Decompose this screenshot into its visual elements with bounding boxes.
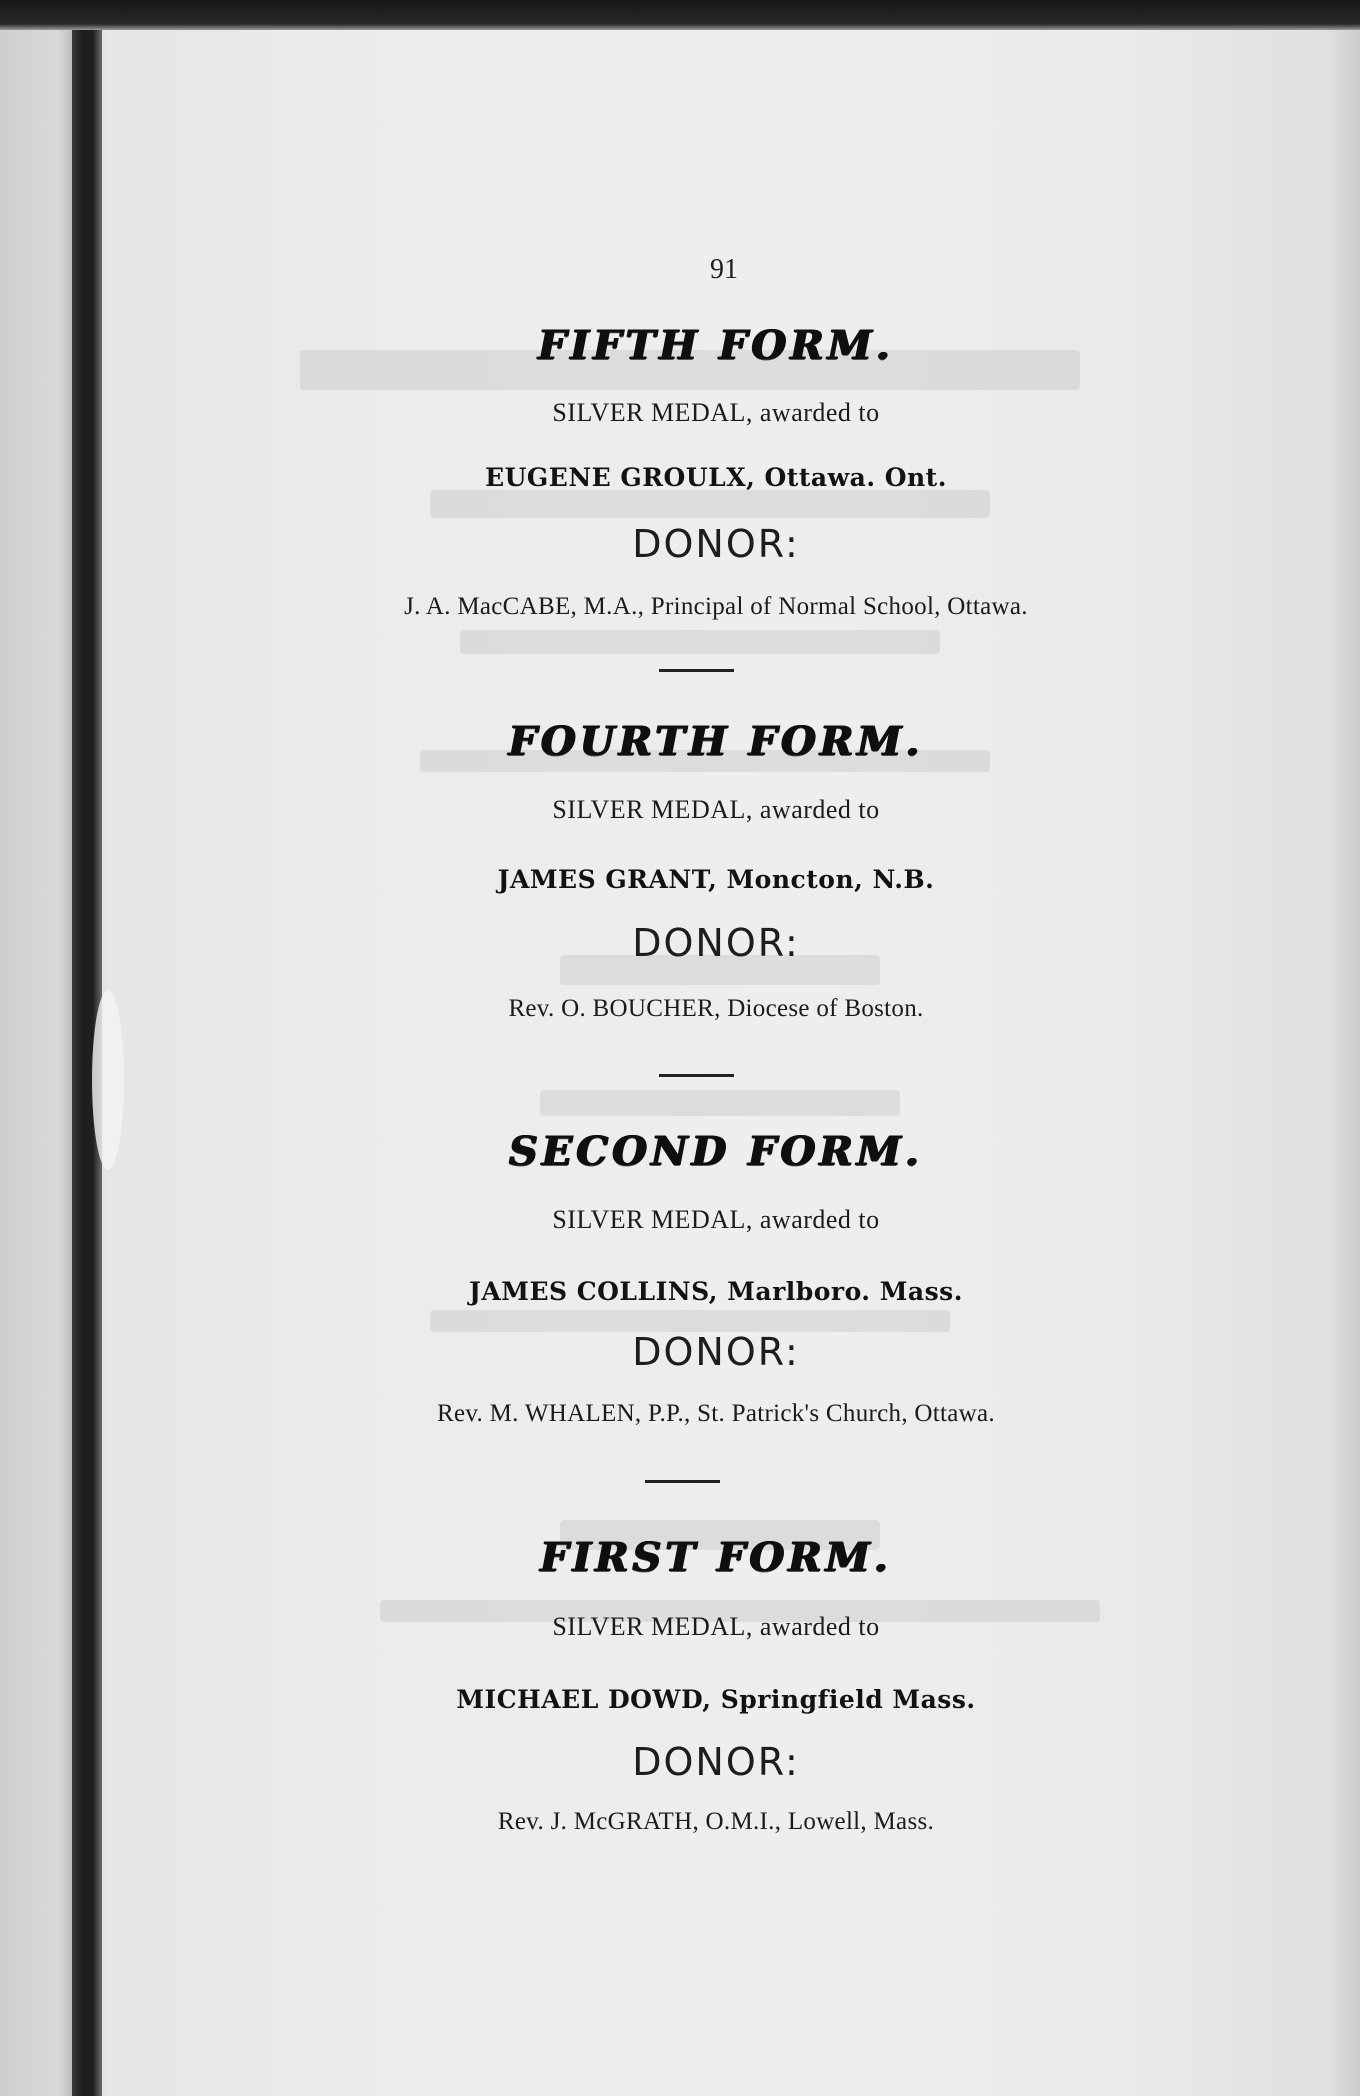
book-page — [102, 0, 1330, 2096]
winner-first: MICHAEL DOWD, Springfield Mass. — [456, 1685, 976, 1714]
medal-line-first: SILVER MEDAL, awarded to — [552, 1612, 880, 1641]
medal-line-fifth: SILVER MEDAL, awarded to — [552, 398, 880, 427]
form-title-second: SECOND FORM. — [509, 1128, 923, 1175]
donor-label-fifth: DONOR: — [632, 522, 800, 566]
medal-line-fourth: SILVER MEDAL, awarded to — [552, 795, 880, 824]
winner-second: JAMES COLLINS, Marlboro. Mass. — [469, 1277, 963, 1306]
winner-fourth: JAMES GRANT, Moncton, N.B. — [497, 865, 935, 894]
page-number: 91 — [710, 254, 738, 285]
donor-label-second: DONOR: — [632, 1330, 800, 1374]
donor-name-second: Rev. M. WHALEN, P.P., St. Patrick's Church, Ottawa. — [437, 1400, 995, 1427]
book-gutter — [72, 30, 102, 2096]
form-title-fifth: FIFTH FORM. — [538, 322, 894, 369]
winner-fifth: EUGENE GROULX, Ottawa. Ont. — [485, 463, 947, 492]
donor-name-fifth: J. A. MacCABE, M.A., Principal of Normal School, Ottawa. — [404, 593, 1028, 620]
section-divider — [645, 1480, 720, 1483]
section-divider — [659, 669, 734, 672]
donor-name-first: Rev. J. McGRATH, O.M.I., Lowell, Mass. — [497, 1808, 935, 1835]
donor-label-fourth: DONOR: — [632, 921, 800, 965]
donor-name-fourth: Rev. O. BOUCHER, Diocese of Boston. — [508, 995, 924, 1022]
form-title-first: FIRST FORM. — [540, 1534, 892, 1581]
form-title-fourth: FOURTH FORM. — [508, 718, 924, 765]
facing-page-edge — [0, 30, 72, 2096]
donor-label-first: DONOR: — [632, 1740, 800, 1784]
section-divider — [659, 1074, 734, 1077]
page-right-edge — [1330, 30, 1360, 2096]
medal-line-second: SILVER MEDAL, awarded to — [552, 1205, 880, 1234]
